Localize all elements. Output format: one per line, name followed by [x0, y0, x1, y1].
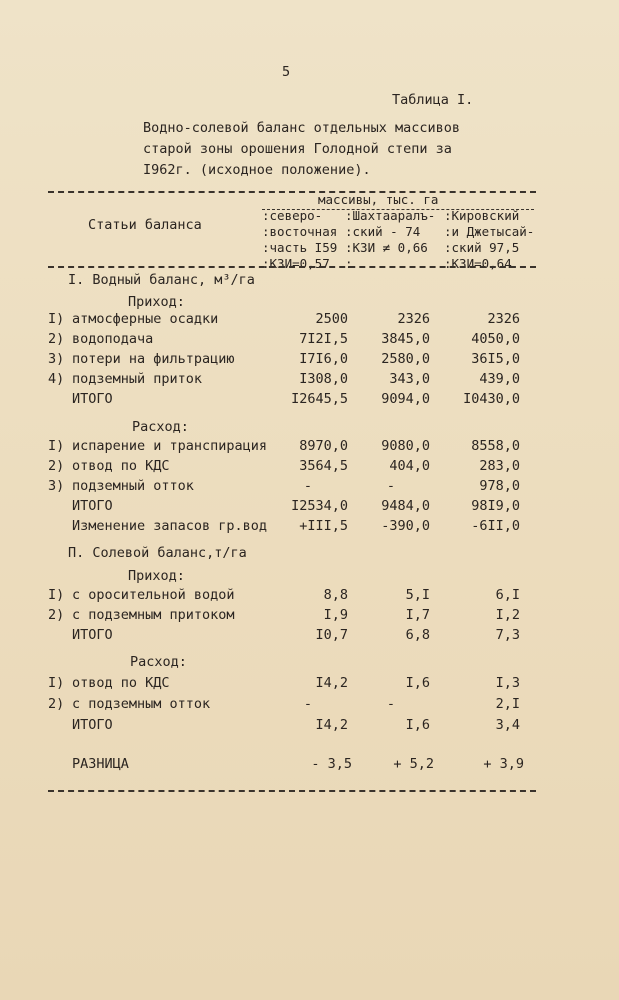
- salt-expense-row-value-col1: -: [303, 696, 313, 712]
- salt-expense-row-label: с подземным отток: [72, 696, 211, 712]
- salt-income-row-value-col2: I,7: [405, 607, 430, 623]
- salt-expense-row-value-col1: I4,2: [315, 717, 348, 733]
- header-col3-line2: :и Джетысай-: [444, 224, 535, 239]
- header-col3-line1: :Кировский: [444, 208, 520, 223]
- water-expense-row-label: ИТОГО: [72, 498, 113, 514]
- water-income-row-value-col1: I308,0: [299, 371, 348, 387]
- salt-income-row-value-col1: I0,7: [315, 627, 348, 643]
- water-income-row-label: атмосферные осадки: [72, 311, 219, 327]
- water-income-row-label: ИТОГО: [72, 391, 113, 407]
- table-label: Таблица I.: [392, 92, 474, 108]
- section1-income-label: Приход:: [128, 294, 185, 310]
- water-income-row-value-col2: 2326: [397, 311, 430, 327]
- water-income-row-value-col3: 439,0: [479, 371, 520, 387]
- water-income-row-value-col3: 2326: [487, 311, 520, 327]
- water-income-row-number: I): [48, 311, 65, 327]
- water-income-row-value-col3: 36I5,0: [471, 351, 520, 367]
- salt-income-row-number: 2): [48, 607, 65, 623]
- water-expense-row-value-col1: 8970,0: [299, 438, 348, 454]
- header-col1-line1: :северо-: [262, 208, 323, 223]
- header-bottom-rule: [48, 266, 536, 268]
- salt-expense-row-value-col1: I4,2: [315, 675, 348, 691]
- water-income-row-value-col3: I0430,0: [463, 391, 520, 407]
- salt-expense-row-value-col3: 2,I: [495, 696, 520, 712]
- water-expense-row-label: Изменение запасов гр.вод: [72, 518, 268, 534]
- water-income-row-value-col1: 2500: [315, 311, 348, 327]
- section2-title: П. Солевой баланс,т/га: [68, 545, 247, 561]
- water-income-row-value-col2: 3845,0: [381, 331, 430, 347]
- section2-income-label: Приход:: [128, 568, 185, 584]
- water-income-row-value-col2: 2580,0: [381, 351, 430, 367]
- water-expense-row-value-col2: 404,0: [389, 458, 430, 474]
- section1-expense-label: Расход:: [132, 419, 189, 435]
- water-expense-row-value-col3: 98I9,0: [471, 498, 520, 514]
- water-expense-row-label: испарение и транспирация: [72, 438, 268, 454]
- header-group: массивы, тыс. га: [318, 192, 439, 207]
- water-income-row-number: 4): [48, 371, 65, 387]
- salt-income-row-value-col2: 5,I: [405, 587, 430, 603]
- header-col2-line2: :ский - 74: [345, 224, 421, 239]
- header-col1-line4: :КЗИ=0,57: [262, 256, 330, 271]
- water-income-row-value-col1: I7I6,0: [299, 351, 348, 367]
- salt-expense-row-label: отвод по КДС: [72, 675, 170, 691]
- water-expense-row-value-col1: I2534,0: [291, 498, 348, 514]
- header-col2-line1: :Шахтааралъ-: [345, 208, 436, 223]
- header-top-rule: [48, 191, 536, 193]
- salt-expense-row-value-col2: I,6: [405, 675, 430, 691]
- page-number: 5: [282, 64, 291, 80]
- water-income-row-value-col2: 9094,0: [381, 391, 430, 407]
- salt-income-row-label: ИТОГО: [72, 627, 113, 643]
- water-expense-row-label: подземный отток: [72, 478, 194, 494]
- caption-line-1: Водно-солевой баланс отдельных массивов: [143, 120, 460, 136]
- table-bottom-rule: [48, 790, 536, 792]
- caption-line-3: I962г. (исходное положение).: [143, 162, 371, 178]
- salt-income-row-value-col1: I,9: [323, 607, 348, 623]
- salt-expense-row-label: ИТОГО: [72, 717, 113, 733]
- header-col2-line3: :КЗИ ≠ 0,66: [345, 240, 428, 255]
- water-expense-row-value-col1: 3564,5: [299, 458, 348, 474]
- water-expense-row-value-col3: 978,0: [479, 478, 520, 494]
- water-expense-row-value-col3: 8558,0: [471, 438, 520, 454]
- difference-value-3: + 3,9: [483, 756, 524, 772]
- water-expense-row-value-col1: -: [303, 478, 313, 494]
- water-income-row-label: водоподача: [72, 331, 154, 347]
- header-col1-line3: :часть I59: [262, 240, 338, 255]
- water-expense-row-number: I): [48, 438, 65, 454]
- salt-expense-row-value-col3: 3,4: [495, 717, 520, 733]
- salt-expense-row-value-col2: -: [386, 696, 396, 712]
- salt-expense-row-value-col2: I,6: [405, 717, 430, 733]
- difference-value-2: + 5,2: [393, 756, 434, 772]
- water-expense-row-value-col2: 9484,0: [381, 498, 430, 514]
- water-expense-row-value-col3: -6II,0: [471, 518, 520, 534]
- caption-line-2: старой зоны орошения Голодной степи за: [143, 141, 452, 157]
- salt-expense-row-number: I): [48, 675, 65, 691]
- section1-title: I. Водный баланс, м³/га: [68, 272, 255, 288]
- header-col2-line4: :: [345, 256, 353, 271]
- difference-value-1: - 3,5: [311, 756, 352, 772]
- water-expense-row-number: 3): [48, 478, 65, 494]
- water-expense-row-value-col2: 9080,0: [381, 438, 430, 454]
- salt-income-row-number: I): [48, 587, 65, 603]
- salt-income-row-value-col1: 8,8: [323, 587, 348, 603]
- salt-expense-row-number: 2): [48, 696, 65, 712]
- water-income-row-label: подземный приток: [72, 371, 203, 387]
- water-income-row-number: 2): [48, 331, 65, 347]
- salt-income-row-value-col3: 7,3: [495, 627, 520, 643]
- water-expense-row-value-col2: -390,0: [381, 518, 430, 534]
- water-expense-row-value-col2: -: [386, 478, 396, 494]
- water-income-row-value-col1: I2645,5: [291, 391, 348, 407]
- water-expense-row-value-col1: +III,5: [299, 518, 348, 534]
- water-income-row-value-col3: 4050,0: [471, 331, 520, 347]
- header-col3-line3: :ский 97,5: [444, 240, 520, 255]
- water-income-row-number: 3): [48, 351, 65, 367]
- salt-income-row-label: с подземным притоком: [72, 607, 235, 623]
- salt-expense-row-value-col3: I,3: [495, 675, 520, 691]
- salt-income-row-label: с оросительной водой: [72, 587, 235, 603]
- section2-expense-label: Расход:: [130, 654, 187, 670]
- salt-income-row-value-col3: I,2: [495, 607, 520, 623]
- header-col1-line2: :восточная: [262, 224, 338, 239]
- header-col0: Статьи баланса: [88, 217, 202, 233]
- water-income-row-label: потери на фильтрацию: [72, 351, 235, 367]
- salt-income-row-value-col3: 6,I: [495, 587, 520, 603]
- water-expense-row-label: отвод по КДС: [72, 458, 170, 474]
- salt-income-row-value-col2: 6,8: [405, 627, 430, 643]
- water-income-row-value-col1: 7I2I,5: [299, 331, 348, 347]
- difference-label: РАЗНИЦА: [72, 756, 129, 772]
- water-expense-row-number: 2): [48, 458, 65, 474]
- header-col3-line4: :КЗИ=0,64: [444, 256, 512, 271]
- water-expense-row-value-col3: 283,0: [479, 458, 520, 474]
- water-income-row-value-col2: 343,0: [389, 371, 430, 387]
